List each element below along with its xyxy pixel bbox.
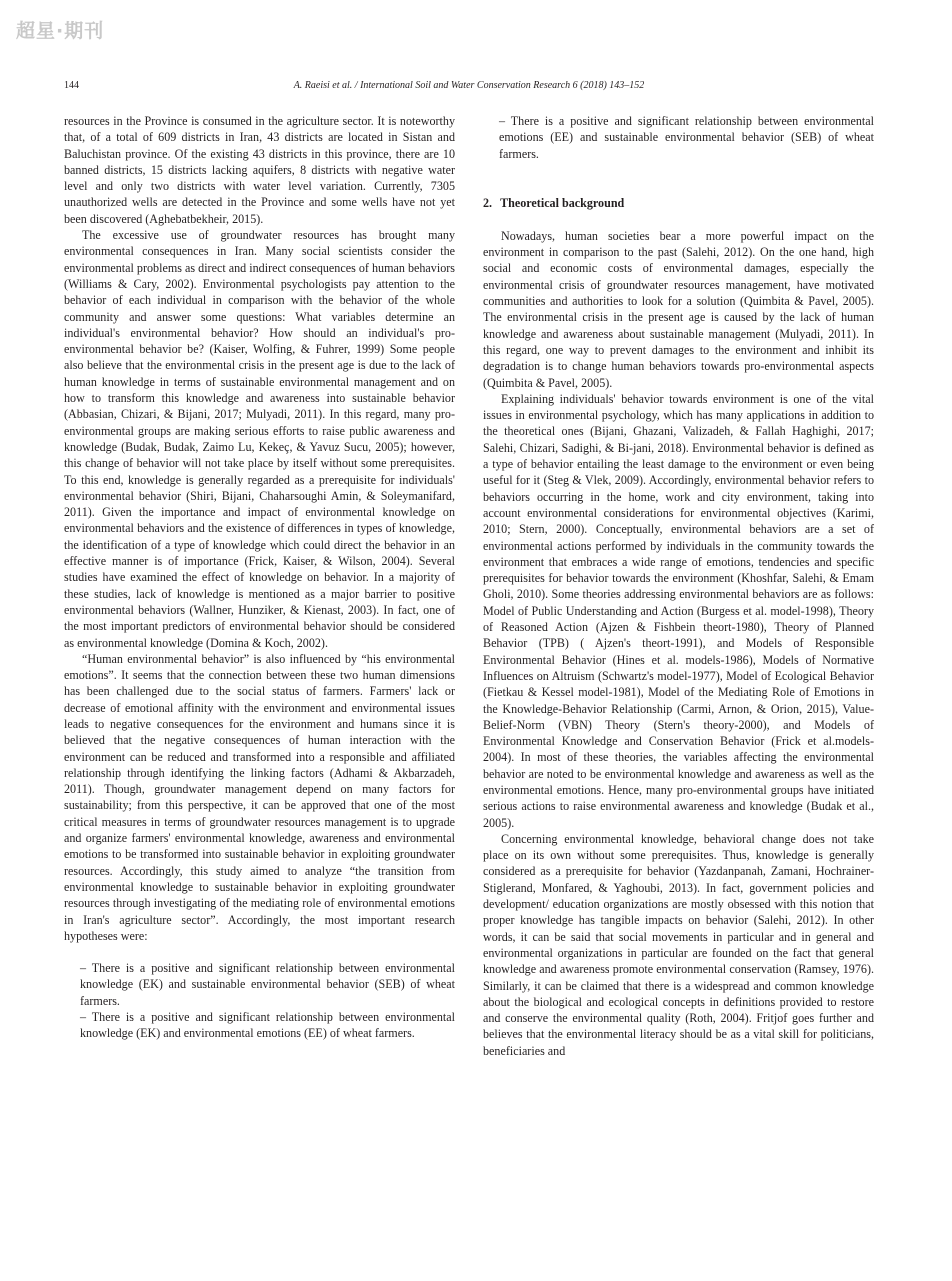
paragraph: Explaining individuals' behavior towards environment is one of the vital issues in environmental psychology, which has many applications in addition to the theoretical ones (Bijani, Ghazani, Valizadeh, & Fallah Haghighi, 2017; Salehi, Chizari, Sadighi, & Bi-jani, 2018). Environmental behavior is defined as a type of behavior entailing the least damage to the environment or even being useful for it (Steg & Vlek, 2009). Accordingly, environmental behavior refers to behaviors occurring in the home, work and city environment, taking into account environmental considerations for environmental objectives (Karimi, 2010; Stern, 2000). Conceptually, environmental behaviors are a set of environmental actions performed by individuals in the community towards the environment that embraces a wide range of emotions, tendencies and specific prerequisites for behavior towards the environment (Khoshfar, Salehi, & Emam Gholi, 2010). Some theories addressing environmental behaviors are as follows: Model of Public Understanding and Action (Burgess et al. model-1998), Theory of Reasoned Action (Ajzen & Fishbein theort-1980), Theory of Planned Behavior (TPB) ( Ajzen's theort-1991), and Models of Responsible Environmental Behavior (Hines et al. models-1986), Models of Normative Influences on Altruism (Schwartz's model-1977), Model of Ecological Behavior (Fietkau & Kessel model-1981), Model of the Mediating Role of Emotions in the Knowledge-Behavior Relationship (Carmi, Arnon, & Orion, 2015), Value-Belief-Norm (VBN) Theory (Stern's theory-2000), and Models of Environmental Knowledge and Conservation Behavior (Frick et al.models-2004). In most of these theories, the variables affecting the environmental behavior are noted to be environmental knowledge and awareness as well as the environmental emotions. Hence, many pro-environmental groups have initiated serious actions to raise environmental awareness and knowledge (Budak et al., 2005).	[483, 391, 874, 830]
section-title: Theoretical background	[500, 195, 625, 210]
paragraph: The excessive use of groundwater resources has brought many environmental consequences in Iran. Many social scientists consider the environmental problems as direct and indirect consequences of human behaviors (Williams & Cary, 2002). Environmental psychologists pay attention to the behavior of each individual in comparison with the behavior of the whole community and answer some questions: What variables determine an individual's environmental behavior? How should an individual's pro-environmental behavior be? (Kaiser, Wolfing, & Fuhrer, 1999) Some people also believe that the environmental crisis in the present age is due to the lack of human knowledge in terms of sustainable environmental management and on how to transform this knowledge and awareness into sustainable behavior (Abbasian, Chizari, & Bijani, 2017; Mulyadi, 2011). In this regard, many pro-environmental groups are making serious efforts to raise public awareness and knowledge (Budak, Budak, Zaimo Lu, Kekeç, & Yavuz Sucu, 2005); however, this change of behavior will not take place by itself without some prerequisites. To this end, knowledge is generally regarded as a prerequisite for individuals' environmental behavior (Shiri, Bijani, Chaharsoughi Amin, & Soleymanifard, 2011). Given the importance and impact of environmental knowledge on environmental behaviors and the existence of differences in types of knowledge, the identification of a type of knowledge which could direct the behavior in an effective manner is of importance (Frick, Kaiser, & Wilson, 2004). Several studies have examined the effect of knowledge on behavior. In a majority of these studies, lack of knowledge is mentioned as a major barrier to positive environmental behaviors (Wallner, Hunziker, & Kienast, 2003). In fact, one of the most important predictors of environmental behavior should be considered as environmental knowledge (Domina & Koch, 2002).	[64, 228, 455, 650]
paragraph: resources in the Province is consumed in the agriculture sector. It is noteworthy that, of a total of 609 districts in Iran, 43 districts are located in Sistan and Baluchistan province. Of the existing 43 districts in this province, there are 10 banned districts, 15 districts lacking aquifers, 8 districts with negative water level and only two districts with water level variation. Currently, 7305 unauthorized wells are detected in the Province and some wells have not yet been discovered (Aghebatbekheir, 2015).	[64, 114, 455, 226]
paragraph: Nowadays, human societies bear a more powerful impact on the environment in comparison to the past (Salehi, 2012). On the one hand, high social and economic costs of environmental damages, especially the environmental crisis of groundwater resources management, have motivated communities and authorities to look for a solution (Quimbita & Pavel, 2005). The environmental crisis in the present age is caused by the lack of human knowledge and awareness about sustainable management (Mulyadi, 2011). In this regard, one way to prevent damages to the environment and inhibit its degradation is to change human behaviors towards pro-environmental aspects (Quimbita & Pavel, 2005).	[483, 228, 874, 390]
running-title: A. Raeisi et al. / International Soil and Water Conservation Research 6 (2018) 143–152	[293, 80, 645, 91]
right-column	[483, 113, 874, 1059]
running-header	[64, 80, 874, 94]
hypothesis-item: – There is a positive and significant relationship between environmental emotions (EE) and sustainable environmental behavior (SEB) of wheat farmers.	[499, 114, 874, 161]
left-column	[64, 113, 455, 1042]
hypothesis-item: – There is a positive and significant relationship between environmental knowledge (EK) and environmental emotions (EE) of wheat farmers.	[80, 1010, 455, 1041]
hypothesis-item: – There is a positive and significant relationship between environmental knowledge (EK) and sustainable environmental behavior (SEB) of wheat farmers.	[80, 961, 455, 1008]
hypotheses-list	[64, 960, 455, 1041]
watermark-logo: 超星·期刊	[16, 20, 105, 42]
paragraph: Concerning environmental knowledge, behavioral change does not take place on its own without some prerequisites. Thus, knowledge is generally considered as a prerequisite for behavior (Yazdanpanah, Zamani, Hochrainer-Stiglerand, Monfared, & Yaghoubi, 2013). In fact, government policies and development/ education organizations are mostly obsessed with this notion that proper knowledge has tangible impacts on behavior (Salehi, 2012). In other words, it can be said that social movements in particular and in general and environmental organizations in particular are founded on the fact that general knowledge and awareness promote environmental conservation (Ramsey, 1976). Similarly, it can be claimed that there is a widespread and common knowledge about the biological and ecological concepts in definitions provided to restore and conserve the environmental quality (Roth, 2004). Fritjof goes further and believes that the environmental literacy should be as a vital skill for politicians, beneficiaries and	[483, 831, 874, 1058]
page-number: 144	[64, 80, 79, 91]
section-number: 2.	[483, 195, 493, 210]
paragraph: “Human environmental behavior” is also influenced by “his environmental emotions”. It seems that the connection between these two human dimensions has been challenged due to the social status of farmers. Farmers' lack or decrease of emotional affinity with the environment and environmental issues leads to negative consequences for the environment and humans since it is believed that the negative consequences of human interaction with the environment can be reduced and transformed into a responsible and affiliated relationship through identifying the linking factors (Adhami & Akbarzadeh, 2011). Though, groundwater management depend on many factors for sustainability; from this perspective, it can be approved that one of the most critical measures in terms of groundwater resources management is to upgrade and organize farmers' environmental knowledge, awareness and environmental emotions to be transformed into sustainable behavior in exploiting groundwater resources. Accordingly, this study aimed to analyze “the transition from environmental knowledge to sustainable behavior in exploiting groundwater resources through investigating of the mediating role of environmental emotions in Iran's agriculture sector”. Accordingly, the most important research hypotheses were:	[64, 651, 455, 943]
hypotheses-list	[483, 113, 874, 162]
section-heading	[483, 195, 874, 211]
